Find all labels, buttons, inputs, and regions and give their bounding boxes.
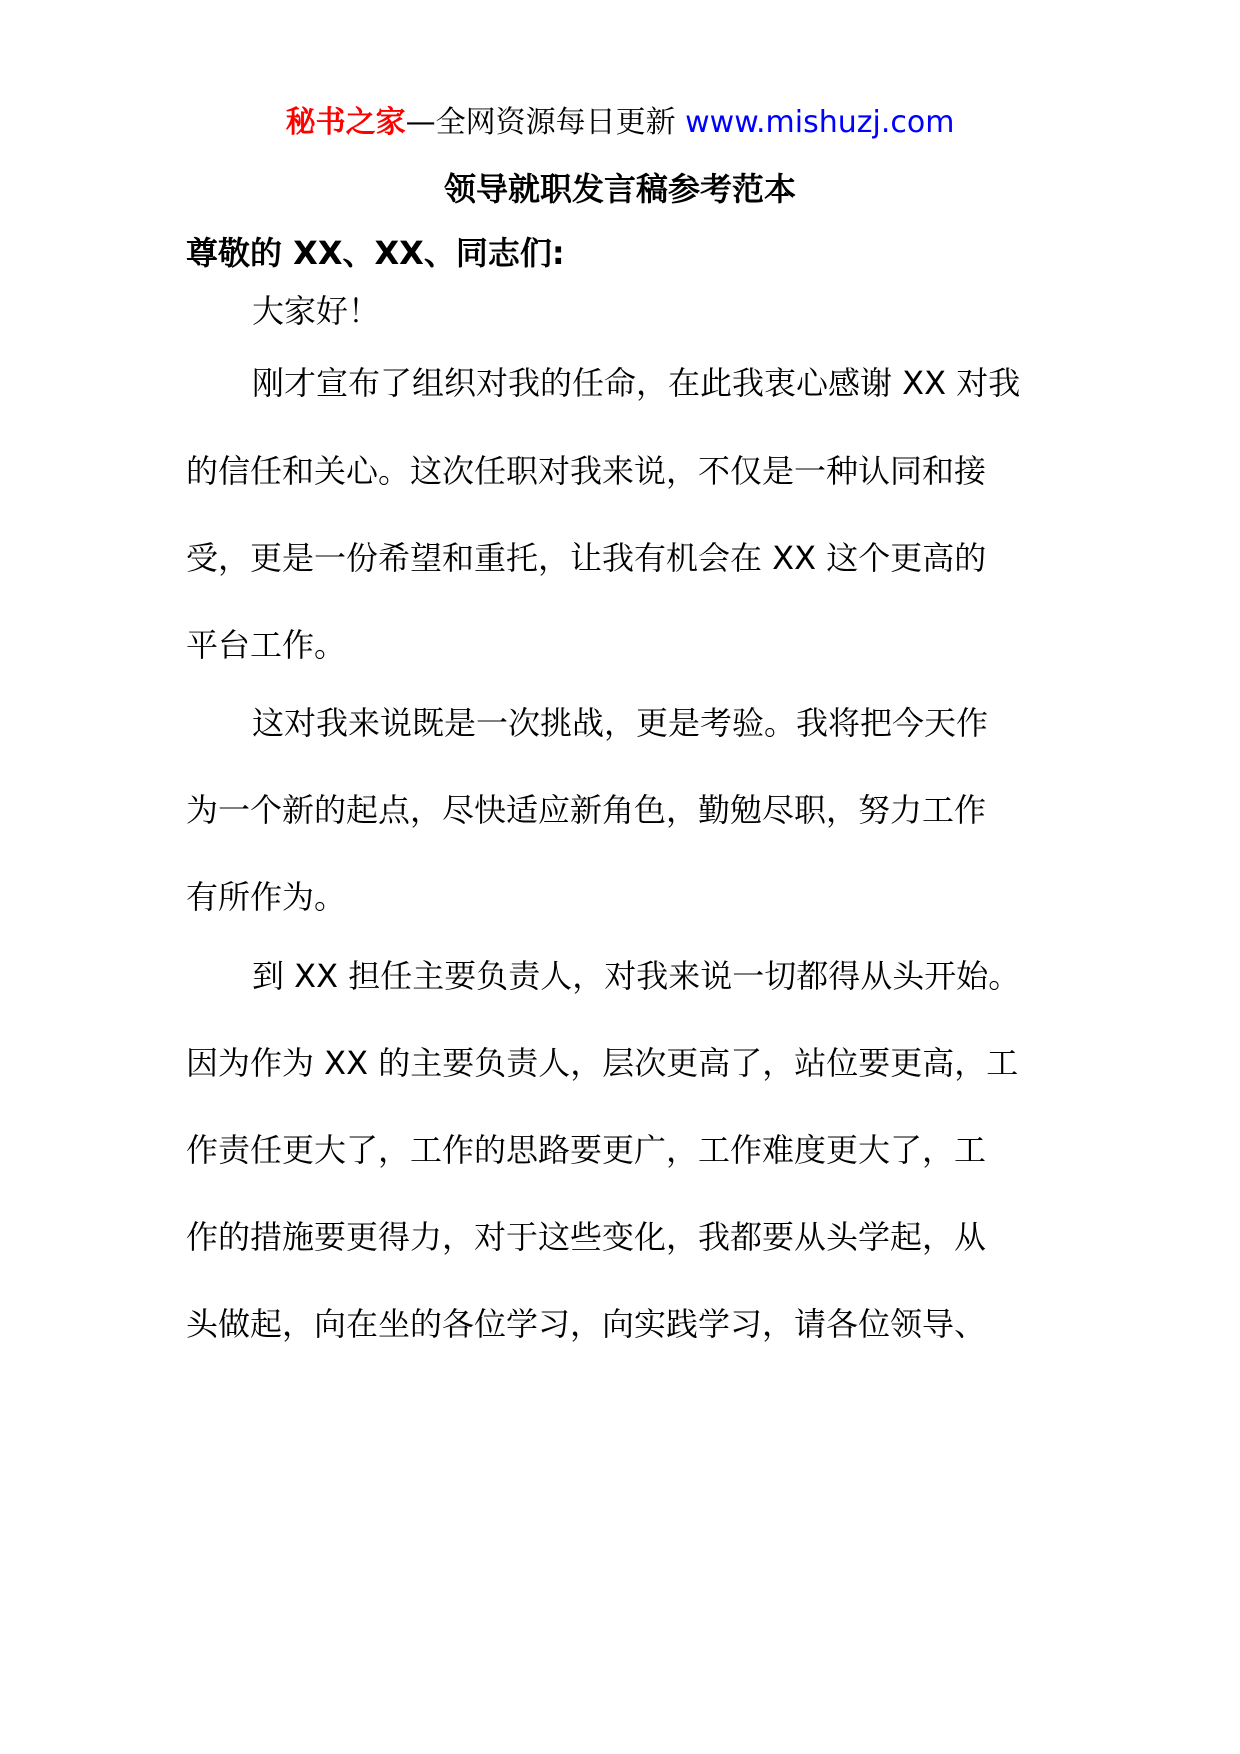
paragraph-line: 作的措施要更得力，对于这些变化，我都要从头学起，从 [186, 1218, 987, 1256]
brand-name: 秘书之家 [285, 105, 406, 140]
paragraph-line: 这对我来说既是一次挑战，更是考验。我将把今天作 [252, 704, 989, 742]
paragraph-line: 到 XX 担任主要负责人，对我来说一切都得从头开始。 [252, 957, 1021, 995]
paragraph-line: 头做起，向在坐的各位学习，向实践学习，请各位领导、 [186, 1305, 987, 1343]
paragraph-line: 刚才宣布了组织对我的任命，在此我衷心感谢 XX 对我 [252, 364, 1021, 402]
paragraph-line: 因为作为 XX 的主要负责人，层次更高了，站位要更高，工 [186, 1044, 1019, 1082]
paragraph-line-greeting: 大家好！ [252, 292, 381, 330]
salutation: 尊敬的 XX、XX、同志们: [186, 234, 565, 272]
site-header [0, 100, 1240, 146]
paragraph-line: 有所作为。 [186, 878, 347, 916]
paragraph-line: 平台工作。 [186, 626, 347, 664]
header-slogan: —全网资源每日更新 [405, 105, 676, 140]
paragraph-line: 作责任更大了，工作的思路要更广，工作难度更大了，工 [186, 1131, 987, 1169]
paragraph-line: 为一个新的起点，尽快适应新角色，勤勉尽职，努力工作 [186, 791, 987, 829]
site-url-link[interactable]: www.mishuzj.com [685, 105, 955, 140]
paragraph-line: 受，更是一份希望和重托，让我有机会在 XX 这个更高的 [186, 539, 987, 577]
paragraph-line: 的信任和关心。这次任职对我来说，不仅是一种认同和接 [186, 452, 987, 490]
document-title: 领导就职发言稿参考范本 [443, 170, 796, 208]
